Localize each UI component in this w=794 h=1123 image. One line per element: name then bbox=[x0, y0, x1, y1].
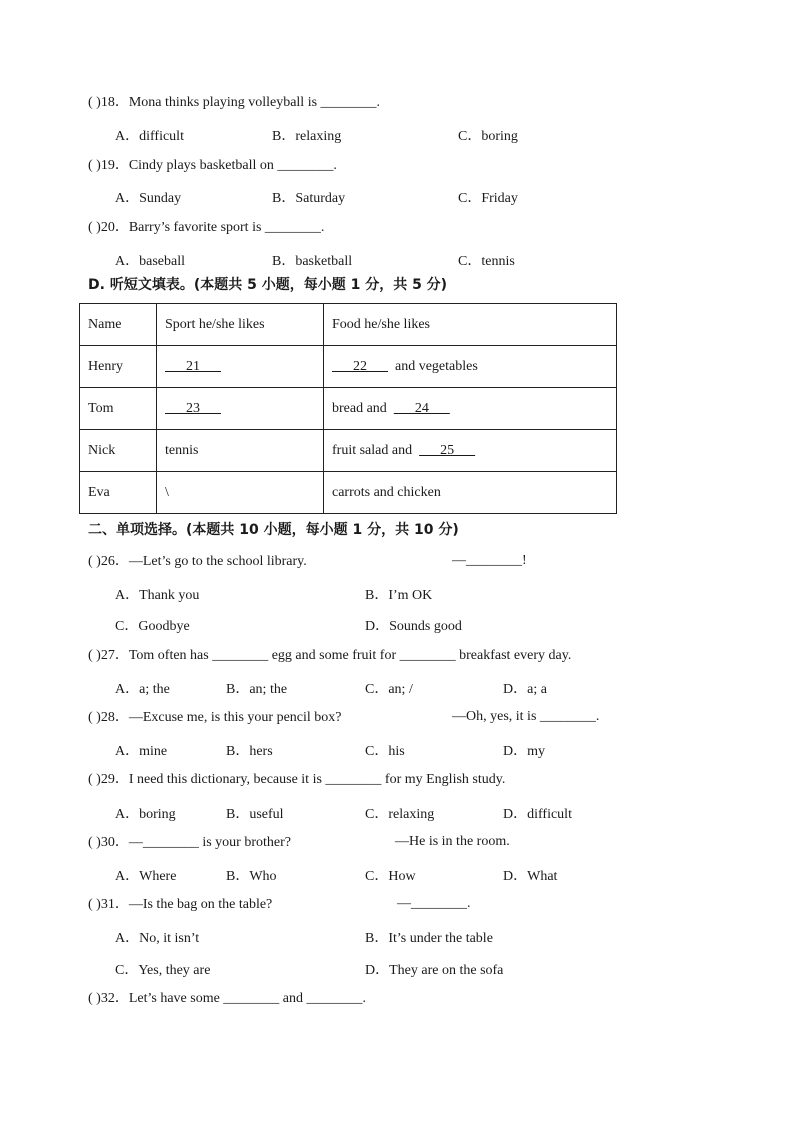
q20-option-a[interactable]: A．baseball bbox=[115, 254, 185, 269]
q31-option-d[interactable]: D．They are on the sofa bbox=[365, 963, 504, 978]
q29-option-a[interactable]: A．boring bbox=[115, 807, 176, 822]
row-name: Henry bbox=[80, 346, 157, 388]
q31-option-c[interactable]: C．Yes, they are bbox=[115, 963, 211, 978]
sport-cell: \ bbox=[157, 472, 324, 514]
food-cell: carrots and chicken bbox=[324, 472, 617, 514]
question-30-reply: —He is in the room. bbox=[395, 834, 510, 849]
question-18-stem: ( )18．Mona thinks playing volleyball is ________. bbox=[88, 95, 381, 110]
q26-option-c[interactable]: C．Goodbye bbox=[115, 619, 190, 634]
question-28-reply: —Oh, yes, it is ________. bbox=[452, 709, 600, 724]
q18-option-b[interactable]: B．relaxing bbox=[272, 129, 342, 144]
q28-option-a[interactable]: A．mine bbox=[115, 744, 168, 759]
blank-22-label: 22 bbox=[332, 358, 388, 374]
q29-option-d[interactable]: D．difficult bbox=[503, 807, 572, 822]
header-name: Name bbox=[80, 304, 157, 346]
header-sport: Sport he/she likes bbox=[157, 304, 324, 346]
table-row bbox=[80, 388, 617, 430]
q19-option-b[interactable]: B．Saturday bbox=[272, 191, 346, 206]
question-28-stem: ( )28．—Excuse me, is this your pencil box? bbox=[88, 710, 342, 725]
question-31-stem: ( )31．—Is the bag on the table? bbox=[88, 897, 273, 912]
row-name: Eva bbox=[80, 472, 157, 514]
blank-21-label: 21 bbox=[165, 358, 221, 374]
q26-option-b[interactable]: B．I’m OK bbox=[365, 588, 433, 603]
section-2-heading: 二、单项选择。(本题共 10 小题，每小题 1 分，共 10 分) bbox=[88, 522, 459, 538]
question-27-stem: ( )27．Tom often has ________ egg and some fruit for ________ breakfast every day. bbox=[88, 648, 572, 663]
q31-option-a[interactable]: A．No, it isn’t bbox=[115, 931, 200, 946]
blank-23[interactable] bbox=[157, 388, 324, 430]
q18-option-a[interactable]: A．difficult bbox=[115, 129, 184, 144]
q30-option-a[interactable]: A．Where bbox=[115, 869, 177, 884]
table-row bbox=[80, 430, 617, 472]
q29-option-b[interactable]: B．useful bbox=[226, 807, 284, 822]
table-header-row bbox=[80, 304, 617, 346]
q26-option-a[interactable]: A．Thank you bbox=[115, 588, 200, 603]
q27-option-a[interactable]: A．a; the bbox=[115, 682, 170, 697]
question-26-stem: ( )26．—Let’s go to the school library. bbox=[88, 554, 307, 569]
food-cell[interactable] bbox=[324, 346, 617, 388]
food-text: fruit salad and bbox=[332, 442, 413, 458]
q30-option-b[interactable]: B．Who bbox=[226, 869, 277, 884]
question-31-reply: —________. bbox=[397, 896, 471, 911]
listening-fill-table bbox=[79, 303, 617, 514]
q28-option-c[interactable]: C．his bbox=[365, 744, 405, 759]
question-30-stem: ( )30．—________ is your brother? bbox=[88, 835, 291, 850]
food-cell[interactable] bbox=[324, 430, 617, 472]
section-d-heading: D. 听短文填表。(本题共 5 小题，每小题 1 分，共 5 分) bbox=[88, 277, 448, 293]
table-row bbox=[80, 472, 617, 514]
blank-24-label: 24 bbox=[393, 400, 450, 416]
question-26-reply: —________! bbox=[452, 553, 527, 568]
blank-21[interactable] bbox=[157, 346, 324, 388]
food-cell[interactable] bbox=[324, 388, 617, 430]
q28-option-d[interactable]: D．my bbox=[503, 744, 545, 759]
q19-option-a[interactable]: A．Sunday bbox=[115, 191, 182, 206]
question-32-stem: ( )32．Let’s have some ________ and ________. bbox=[88, 991, 367, 1006]
q20-option-b[interactable]: B．basketball bbox=[272, 254, 353, 269]
q31-option-b[interactable]: B．It’s under the table bbox=[365, 931, 493, 946]
question-20-stem: ( )20．Barry’s favorite sport is ________. bbox=[88, 220, 325, 235]
question-29-stem: ( )29．I need this dictionary, because it is ________ for my English study. bbox=[88, 772, 506, 787]
q30-option-c[interactable]: C．How bbox=[365, 869, 416, 884]
q30-option-d[interactable]: D．What bbox=[503, 869, 558, 884]
q18-option-c[interactable]: C．boring bbox=[458, 129, 518, 144]
food-text: and vegetables bbox=[395, 358, 478, 374]
q20-option-c[interactable]: C．tennis bbox=[458, 254, 515, 269]
food-text: bread and bbox=[332, 400, 387, 416]
q27-option-c[interactable]: C．an; / bbox=[365, 682, 413, 697]
blank-23-label: 23 bbox=[165, 400, 221, 416]
question-19-stem: ( )19．Cindy plays basketball on ________. bbox=[88, 158, 337, 173]
row-name: Tom bbox=[80, 388, 157, 430]
q27-option-d[interactable]: D．a; a bbox=[503, 682, 547, 697]
q28-option-b[interactable]: B．hers bbox=[226, 744, 273, 759]
row-name: Nick bbox=[80, 430, 157, 472]
q27-option-b[interactable]: B．an; the bbox=[226, 682, 288, 697]
sport-cell: tennis bbox=[157, 430, 324, 472]
q29-option-c[interactable]: C．relaxing bbox=[365, 807, 435, 822]
blank-25-label: 25 bbox=[419, 442, 476, 458]
q19-option-c[interactable]: C．Friday bbox=[458, 191, 518, 206]
q26-option-d[interactable]: D．Sounds good bbox=[365, 619, 462, 634]
header-food: Food he/she likes bbox=[324, 304, 617, 346]
table-row bbox=[80, 346, 617, 388]
